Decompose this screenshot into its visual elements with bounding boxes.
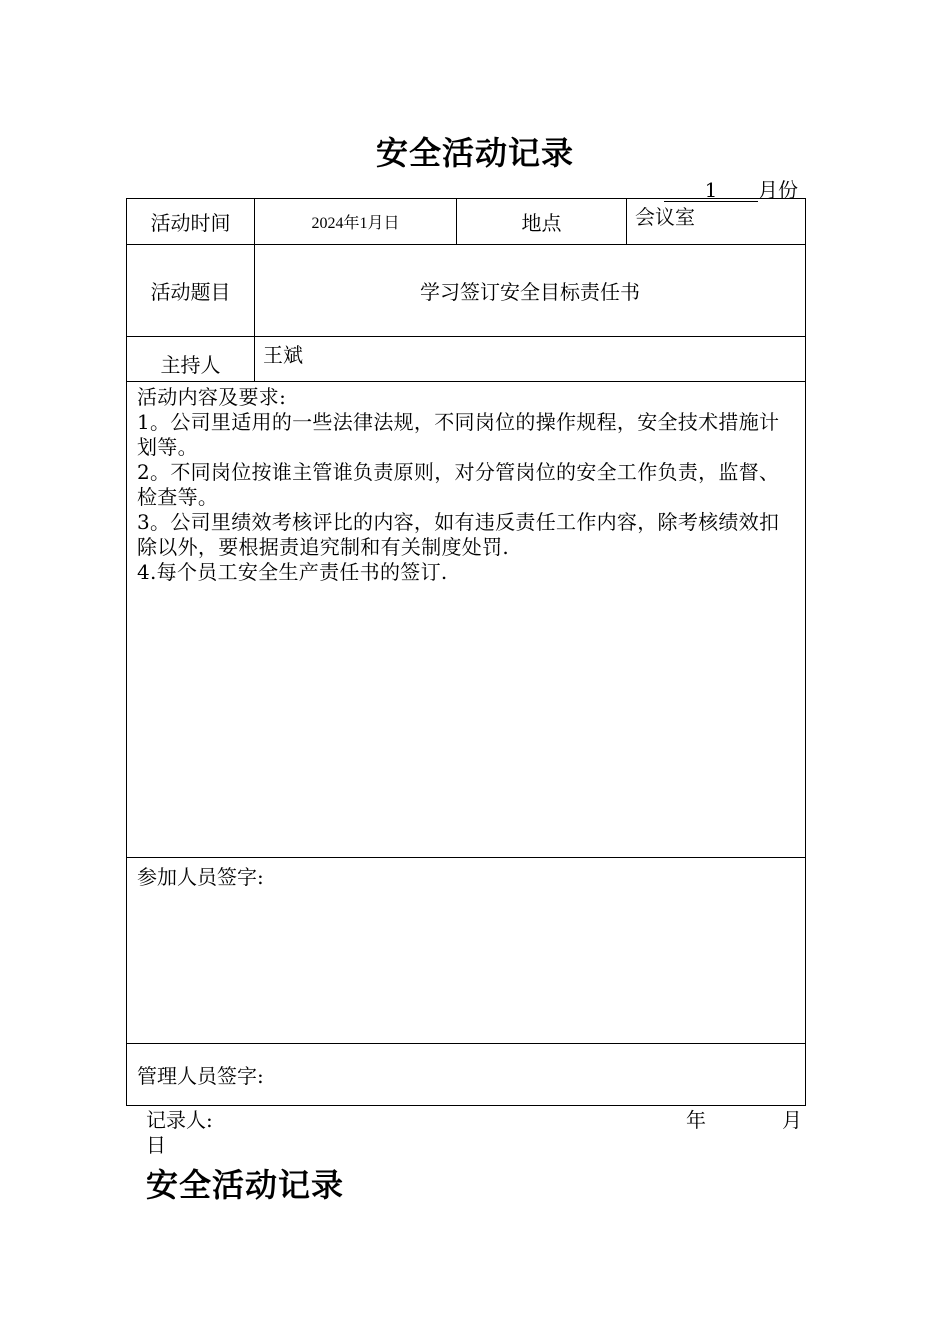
host-label: 主持人	[127, 337, 255, 382]
place-value: 会议室	[627, 199, 806, 245]
managers-row	[127, 1044, 806, 1106]
month-label-footer: 月	[782, 1108, 802, 1132]
month-value: 1	[664, 179, 758, 202]
page-title: 安全活动记录	[375, 134, 574, 172]
content-item: 4.每个员工安全生产责任书的签订.	[137, 560, 448, 584]
content-row	[127, 382, 806, 858]
place-label: 地点	[457, 199, 627, 245]
managers-signature-label: 管理人员签字:	[127, 1044, 806, 1106]
time-row	[127, 199, 806, 245]
host-row	[127, 337, 806, 382]
month-label: 月份	[758, 178, 798, 202]
day-label: 日	[146, 1133, 166, 1157]
topic-row	[127, 245, 806, 337]
participants-row	[127, 858, 806, 1044]
record-footer	[146, 1108, 802, 1158]
activity-content-cell	[127, 382, 806, 858]
host-value: 王斌	[255, 337, 806, 382]
activity-time-value: 2024年1月日	[255, 199, 457, 245]
activity-time-label: 活动时间	[127, 199, 255, 245]
activity-topic-value: 学习签订安全目标责任书	[255, 245, 806, 337]
content-item: 2。不同岗位按谁主管谁负责原则，对分管岗位的安全工作负责，监督、检查等。	[137, 460, 780, 509]
participants-signature-label: 参加人员签字:	[127, 858, 806, 1044]
year-label: 年	[686, 1108, 706, 1132]
content-label: 活动内容及要求:	[137, 385, 287, 409]
activity-record-form	[126, 198, 806, 1106]
activity-topic-label: 活动题目	[127, 245, 255, 337]
second-page-title: 安全活动记录	[146, 1166, 345, 1204]
content-item: 3。公司里绩效考核评比的内容，如有违反责任工作内容，除考核绩效扣除以外，要根据责追究制和有关制度处罚.	[137, 510, 780, 559]
content-item: 1。公司里适用的一些法律法规，不同岗位的操作规程，安全技术措施计划等。	[137, 410, 780, 459]
recorder-label: 记录人:	[146, 1108, 213, 1132]
